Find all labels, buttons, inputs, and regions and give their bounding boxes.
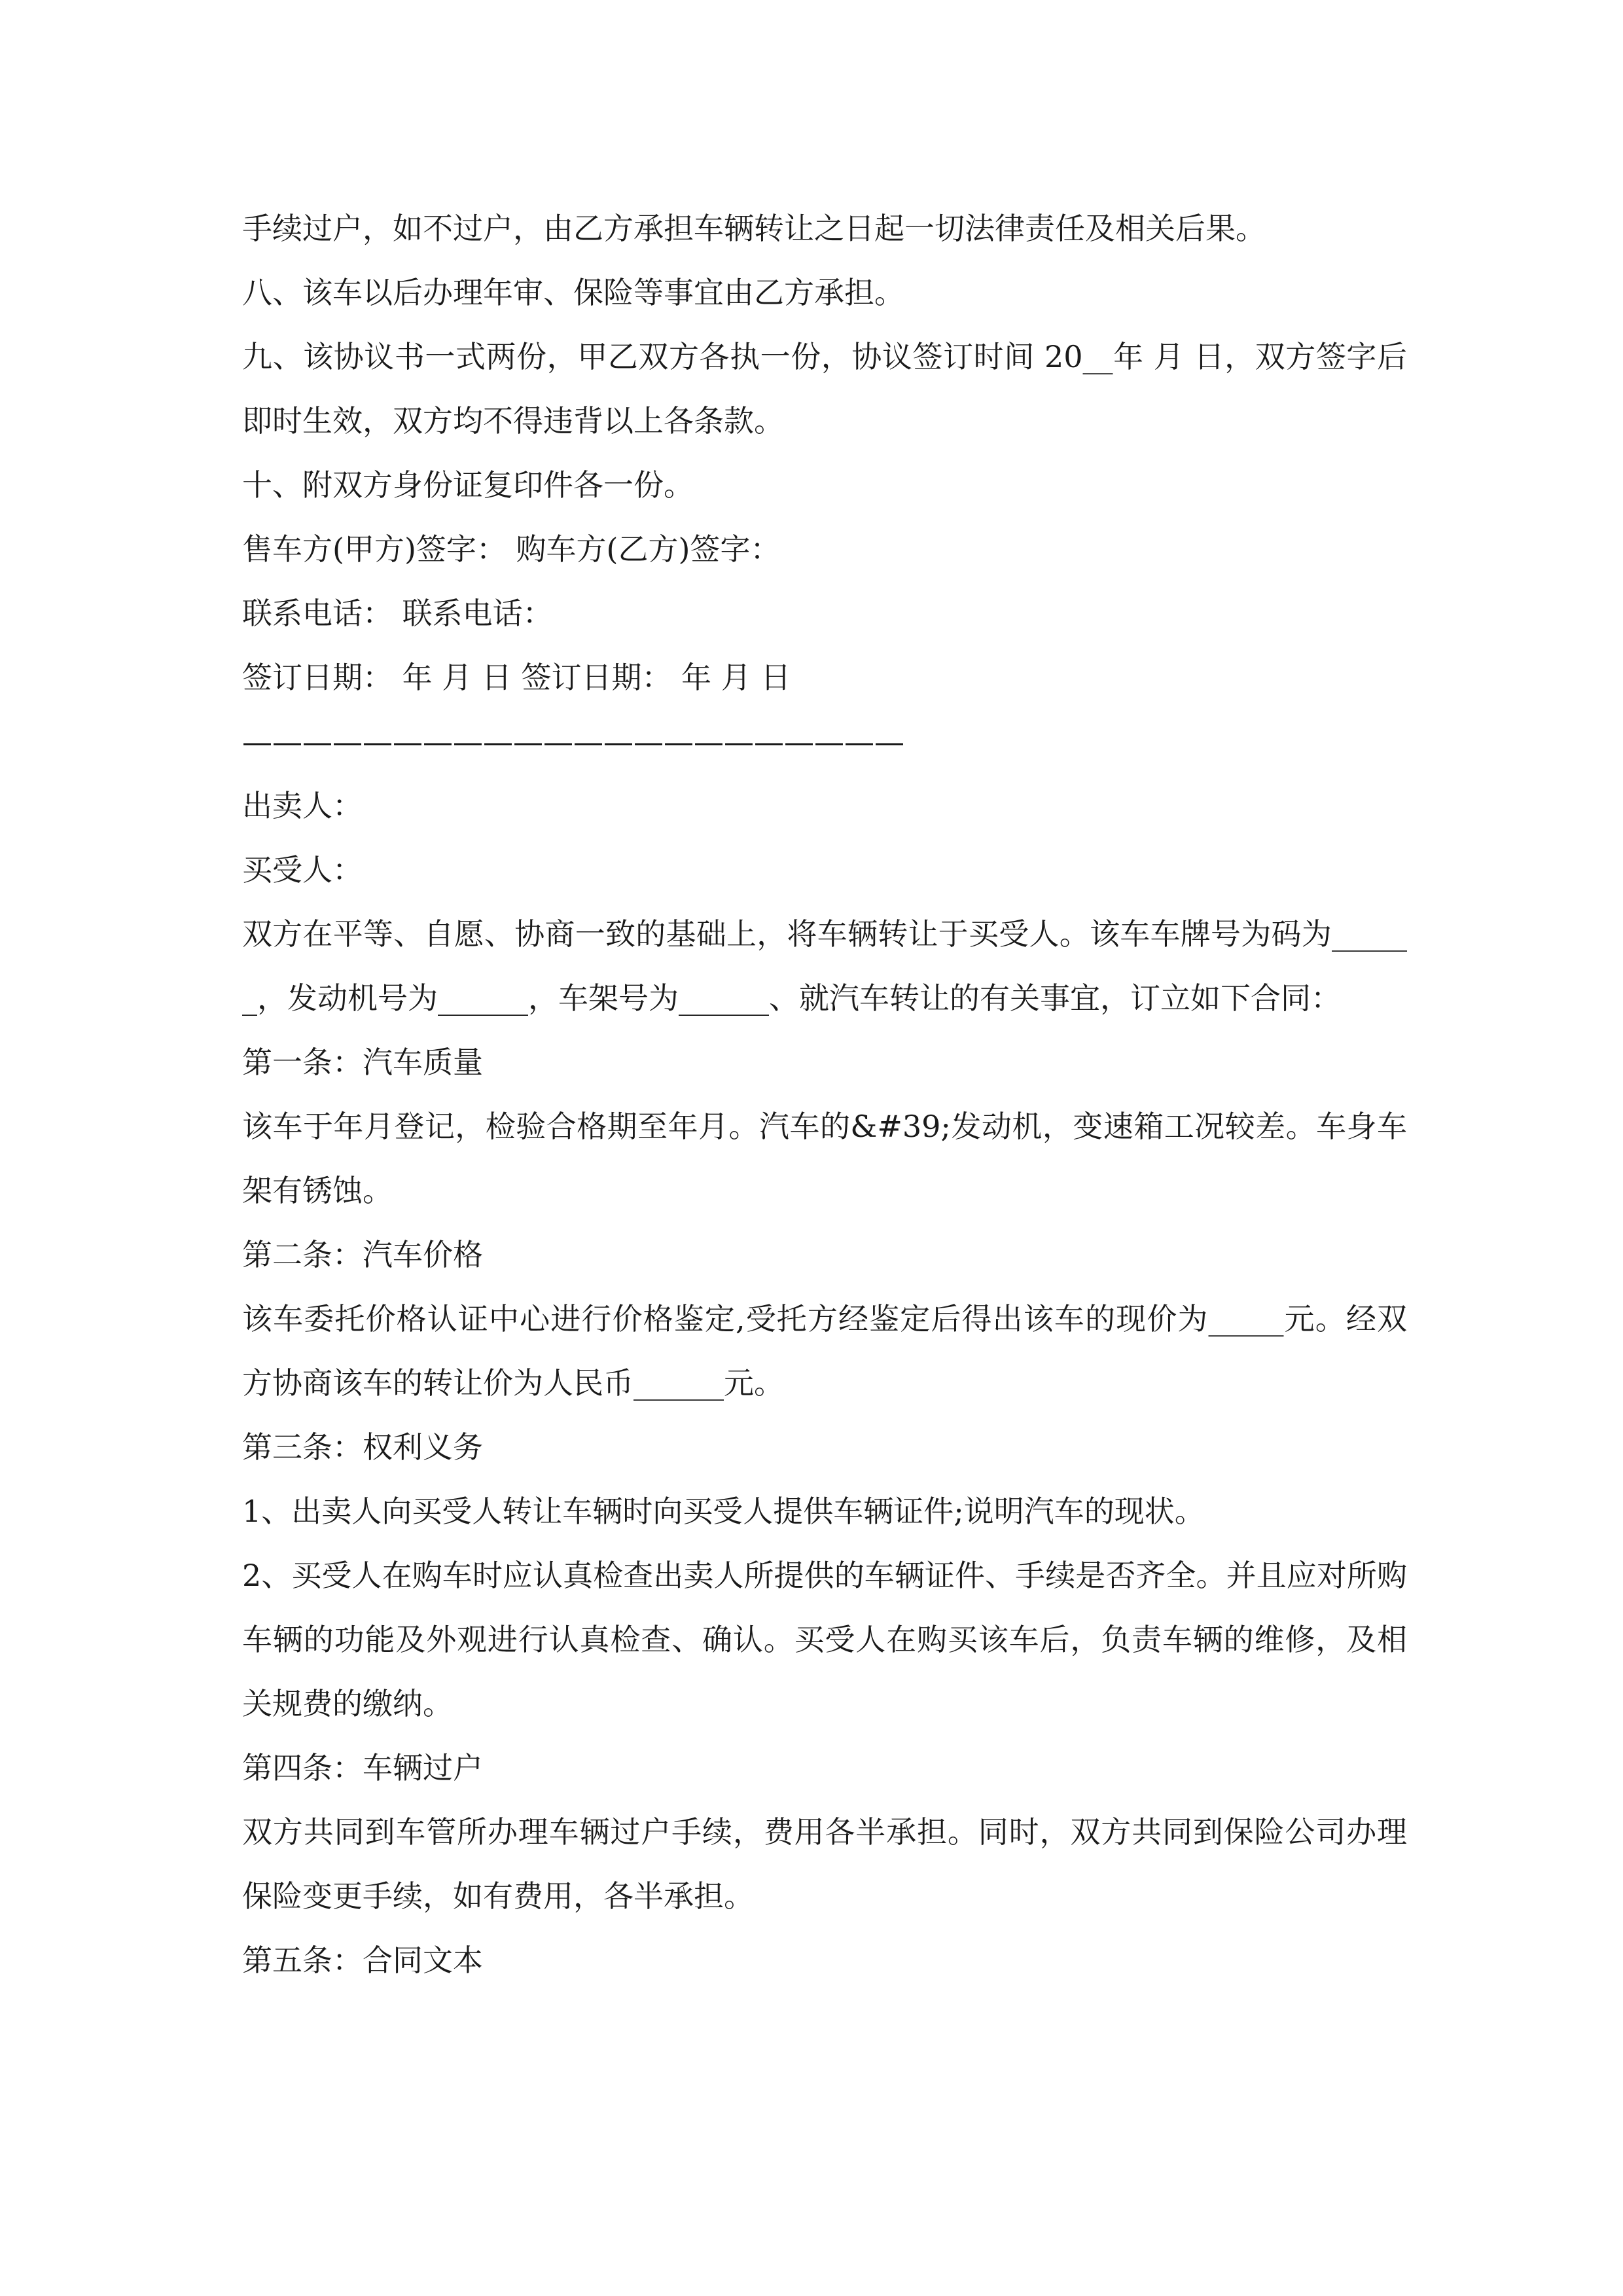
heading-article-2: 第二条：汽车价格 — [242, 1237, 483, 1272]
signature-line-parties: 售车方(甲方)签字： 购车方(乙方)签字： — [242, 531, 781, 567]
heading-article-4: 第四条：车辆过户 — [242, 1750, 483, 1785]
paragraph-clause-10: 十、附双方身份证复印件各一份。 — [242, 467, 694, 503]
paragraph-article-3-item-1: 1、出卖人向买受人转让车辆时向买受人提供车辆证件;说明汽车的现状。 — [242, 1494, 1205, 1529]
field-seller: 出卖人： — [242, 788, 363, 823]
heading-article-1: 第一条：汽车质量 — [242, 1045, 483, 1080]
section-divider: —————————————————————— — [242, 724, 904, 759]
paragraph-preamble: 双方在平等、自愿、协商一致的基础上，将车辆转让于买受人。该车车牌号为码为______，发动机号为______，车架号为______、就汽车转让的有关事宜，订立如下合同： — [242, 916, 1407, 1016]
paragraph-clause-9: 九、该协议书一式两份，甲乙双方各执一份，协议签订时间 20__年 月 日，双方签字后即时生效，双方均不得违背以上各条款。 — [242, 339, 1407, 439]
field-buyer: 买受人： — [242, 852, 363, 888]
document-body — [242, 196, 1407, 1992]
paragraph-article-3-item-2: 2、买受人在购车时应认真检查出卖人所提供的车辆证件、手续是否齐全。并且应对所购车辆的功能及外观进行认真检查、确认。买受人在购买该车后，负责车辆的维修，及相关规费的缴纳。 — [242, 1558, 1407, 1721]
signature-line-dates: 签订日期： 年 月 日 签订日期： 年 月 日 — [242, 660, 791, 695]
paragraph-clause-8: 八、该车以后办理年审、保险等事宜由乙方承担。 — [242, 275, 904, 310]
signature-line-phones: 联系电话： 联系电话： — [242, 596, 553, 631]
heading-article-3: 第三条：权利义务 — [242, 1429, 483, 1465]
heading-article-5: 第五条：合同文本 — [242, 1943, 483, 1978]
paragraph-continuation: 手续过户，如不过户，由乙方承担车辆转让之日起一切法律责任及相关后果。 — [242, 211, 1266, 246]
paragraph-article-1-body: 该车于年月登记，检验合格期至年月。汽车的&#39;发动机，变速箱工况较差。车身车架有锈蚀。 — [242, 1109, 1407, 1208]
paragraph-article-2-body: 该车委托价格认证中心进行价格鉴定,受托方经鉴定后得出该车的现价为_____元。经双方协商该车的转让价为人民币______元。 — [242, 1301, 1407, 1401]
paragraph-article-4-body: 双方共同到车管所办理车辆过户手续，费用各半承担。同时，双方共同到保险公司办理保险变更手续，如有费用，各半承担。 — [242, 1814, 1407, 1914]
